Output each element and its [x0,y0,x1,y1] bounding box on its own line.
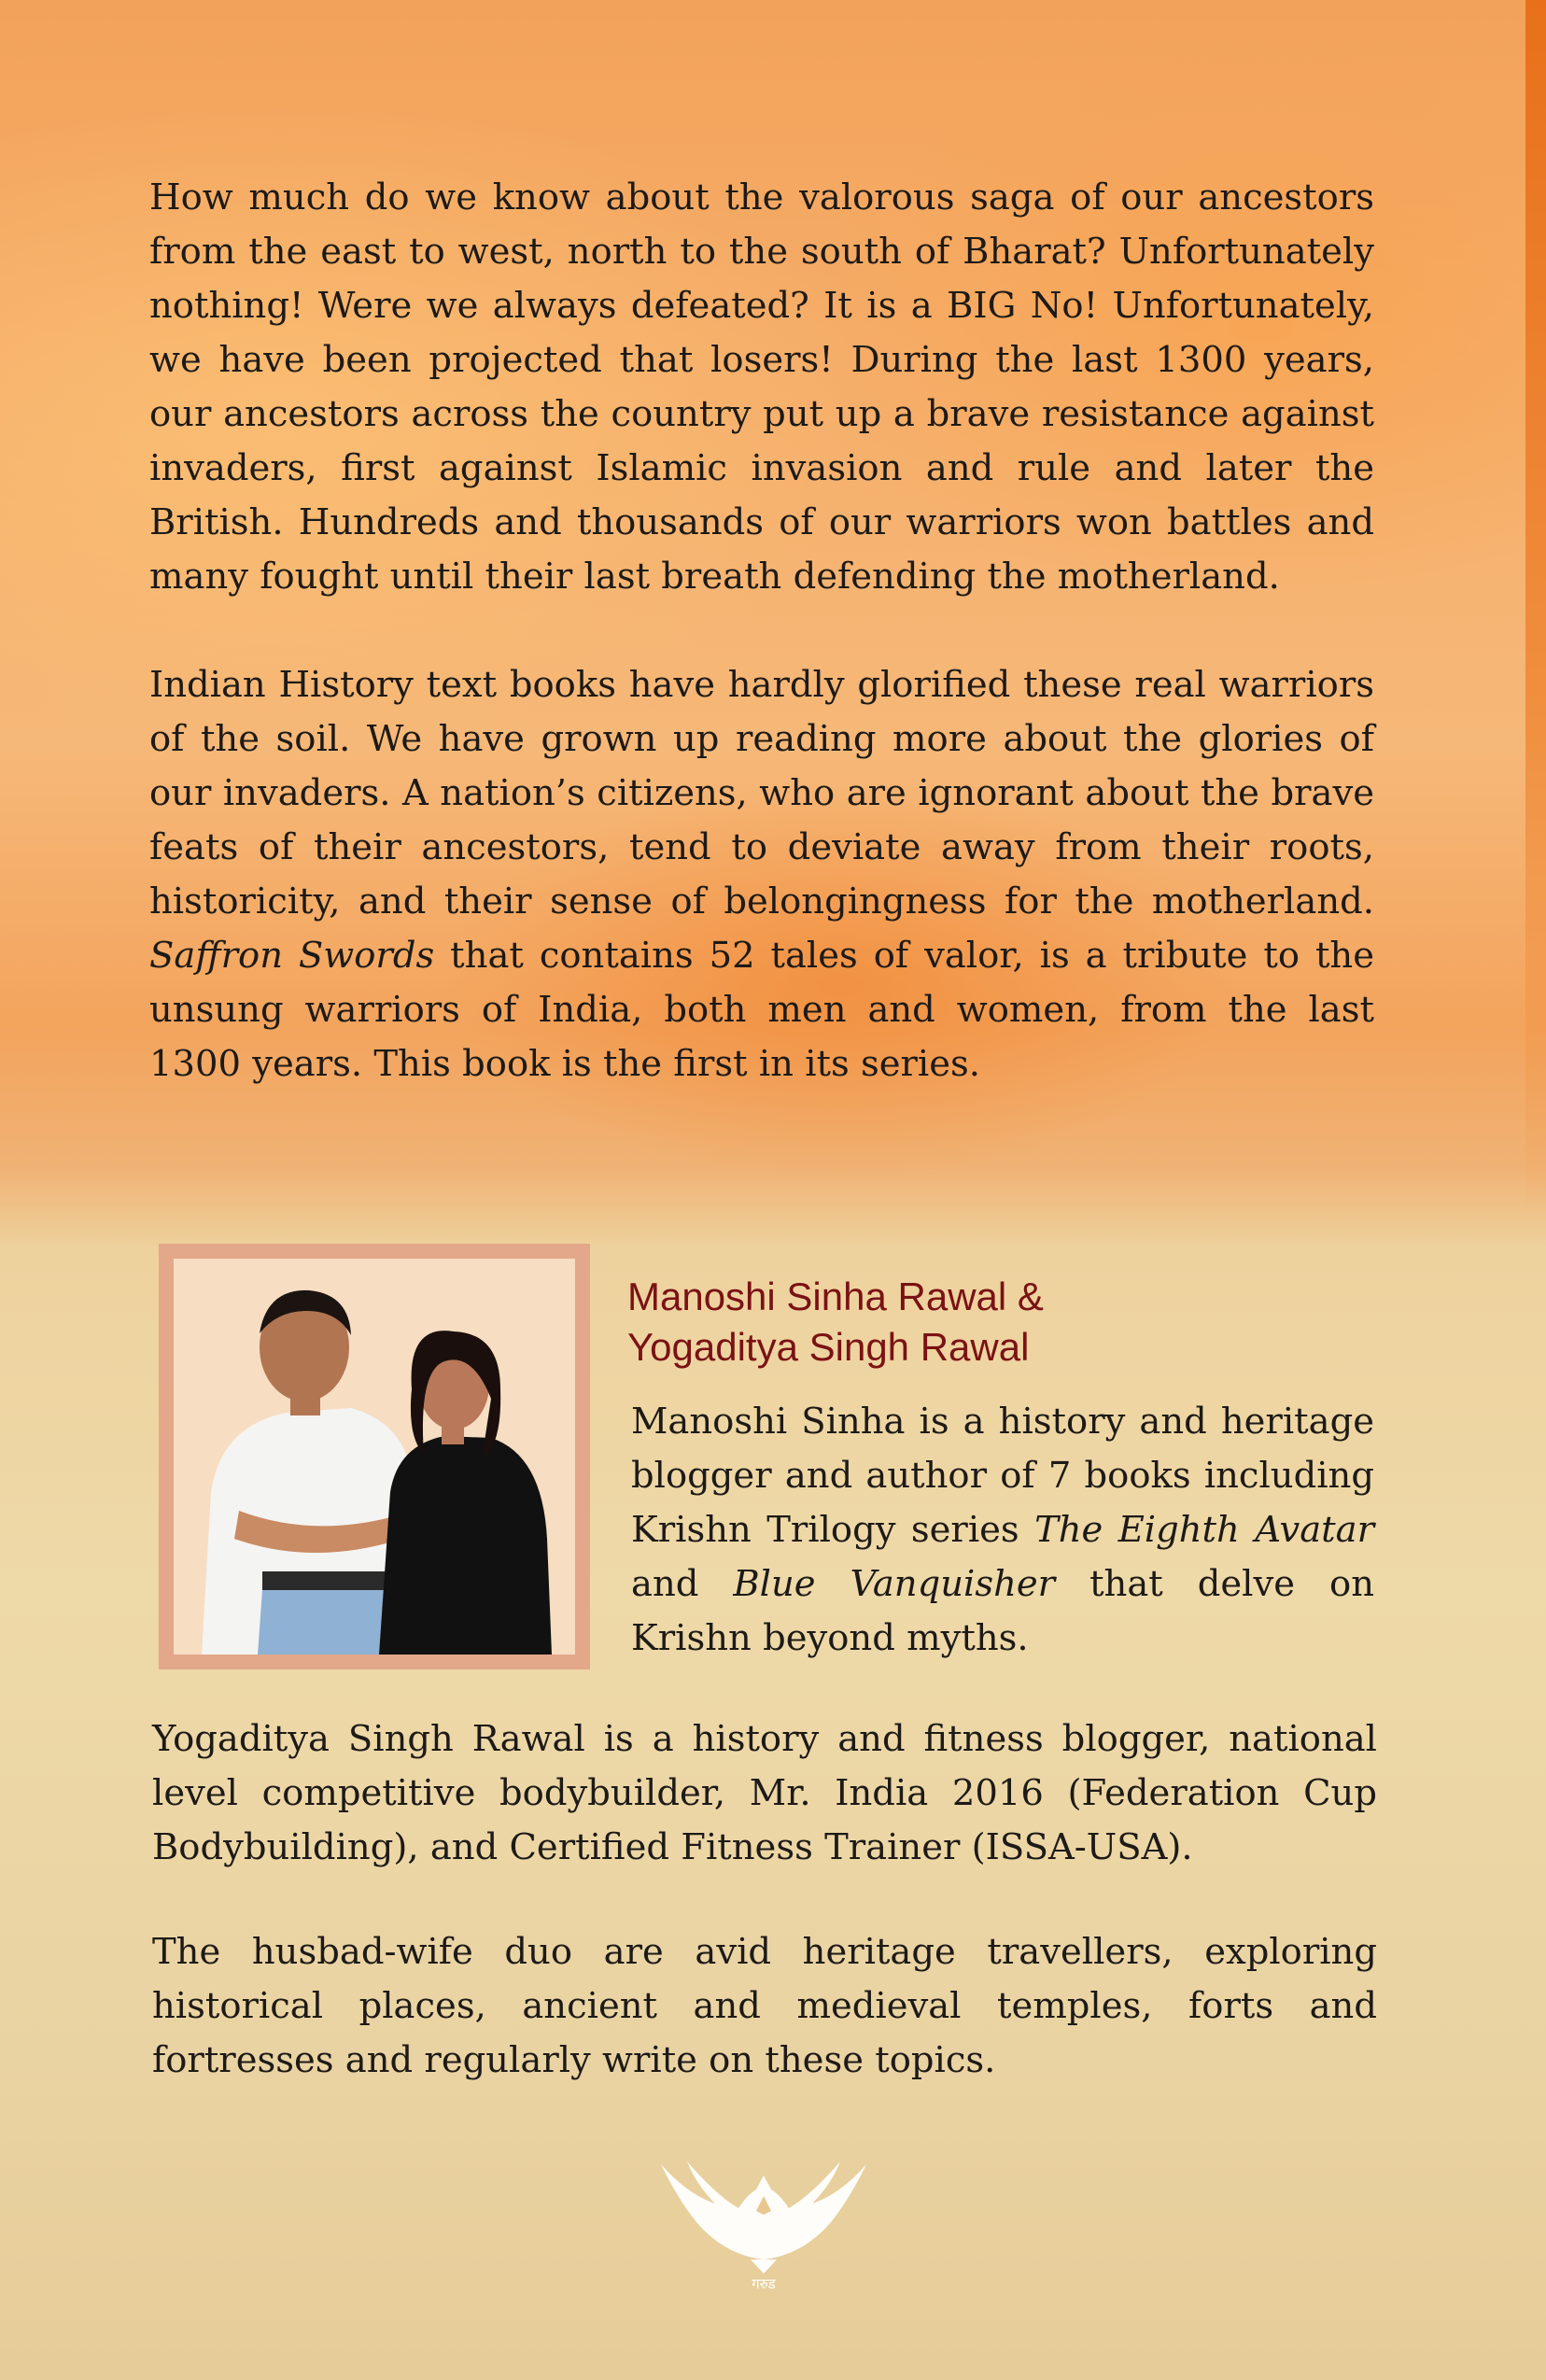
book-title: Saffron Swords [149,935,435,977]
bio1-part-c: that delve on Krishn beyond myths. [631,1563,1374,1659]
bio1-part-b: and [631,1563,734,1605]
synopsis-text-2b: that contains 52 tales of valor, is a tribute to the unsung warriors of India, both men and women, from the last 1300 years. This book is the first in its series. [149,935,1374,1085]
synopsis-paragraph-1 [149,171,1374,604]
cover-edge-strip [1525,0,1546,1214]
author-bio-2-text: Yogaditya Singh Rawal is a history and fitness blogger, national level competitive bodybuilder, Mr. India 2016 (Federation Cup Bodybuilding), and Certified Fitness Trainer (ISSA-USA). [152,1718,1377,1868]
synopsis-text-2a: Indian History text books have hardly glorified these real warriors of the soil. We have grown up reading more about the glories of our invaders. A nation’s citizens, who are ignorant about the brave feats of their ancestors, tend to deviate away from their roots, historicity, and their sense of belongingness for the motherland. [149,664,1374,922]
book-title-blue-vanquisher: Blue Vanquisher [733,1563,1056,1605]
publisher-logo-text: गरुड [752,2275,776,2292]
bio1-part-a: Manoshi Sinha is a history and heritage blogger and author of 7 books including Krishn Trilogy series [631,1401,1374,1551]
author-names [627,1272,1374,1373]
author-bio-3 [152,1925,1377,2088]
synopsis-text-1: How much do we know about the valorous saga of our ancestors from the east to west, north to the south of Bharat? Unfortunately nothing! Were we always defeated? It is a BIG No! Unfortunately, we have been projected that losers! During the last 1300 years, our ancestors across the country put up a brave resistance against invaders, first against Islamic invasion and rule and later the British. Hundreds and thousands of our warriors won battles and many fought until their last breath defending the motherland. [149,176,1374,598]
author-bio-3-text: The husbad-wife duo are avid heritage travellers, exploring historical places, ancient and medieval temples, forts and fortresses and regularly write on these topics. [152,1931,1377,2081]
author-bio-2 [152,1712,1377,1875]
author-bio-1-text [631,1395,1374,1666]
authors-portrait-illustration [174,1259,575,1655]
garuda-eagle-icon [659,2157,868,2278]
synopsis-paragraph-2 [149,658,1374,1091]
synopsis-text-2 [149,658,1374,1091]
author-name-1: Manoshi Sinha Rawal & [627,1274,1044,1318]
author-photo-frame [159,1244,590,1669]
author-photo [174,1259,575,1655]
author-name-2: Yogaditya Singh Rawal [627,1325,1030,1369]
book-title-eighth-avatar: The Eighth Avatar [1034,1509,1374,1551]
author-bio-1 [631,1395,1374,1666]
